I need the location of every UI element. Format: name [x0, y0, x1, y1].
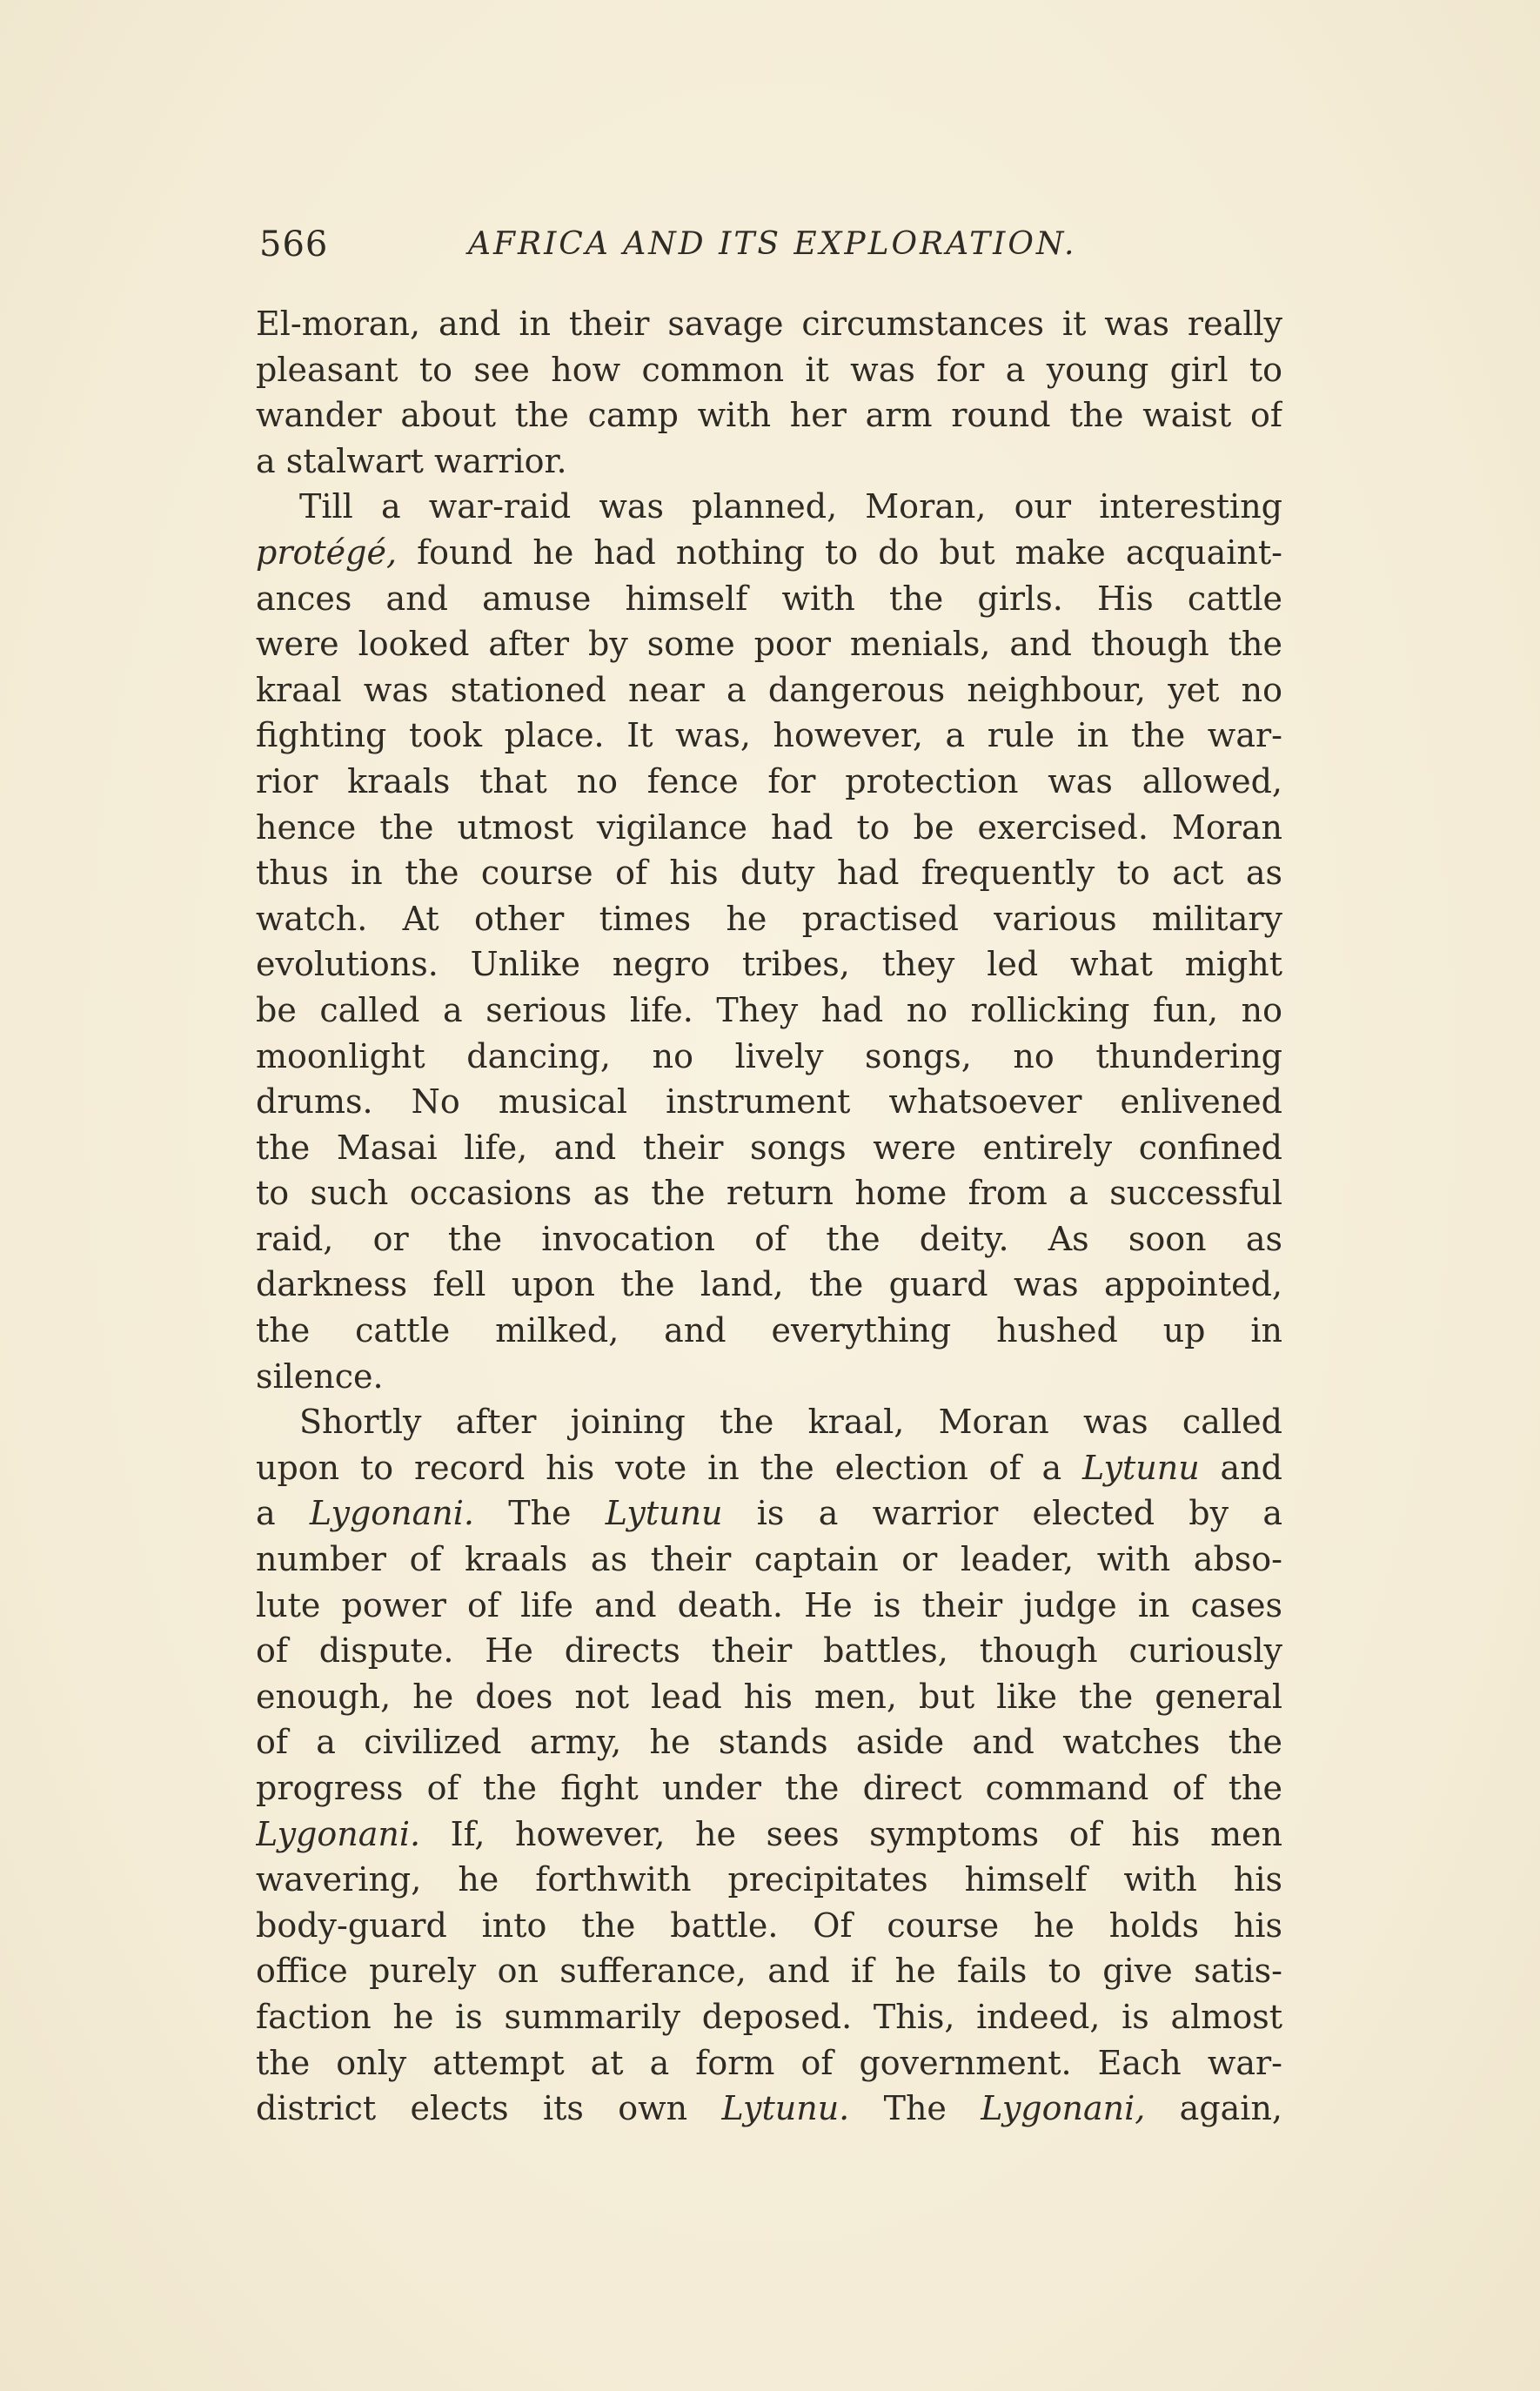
text-line: ances and amuse himself with the girls. His cattle — [256, 579, 1282, 618]
text-line: wander about the camp with her arm round the waist of — [256, 396, 1282, 435]
text-line: darkness fell upon the land, the guard was appointed, — [256, 1265, 1282, 1304]
text-line: rior kraals that no fence for protection was allowed, — [256, 761, 1282, 800]
text-line: of a civilized army, he stands aside and watches the — [256, 1723, 1282, 1762]
text-line: the only attempt at a form of government. Each war- — [256, 2043, 1282, 2082]
text-line: wavering, he forthwith precipitates himself with his — [256, 1860, 1282, 1899]
text-line: body-guard into the battle. Of course he holds his — [256, 1905, 1282, 1945]
text-line: hence the utmost vigilance had to be exercised. Moran — [256, 807, 1282, 847]
text-line: to such occasions as the return home from a successful — [256, 1174, 1282, 1213]
text-line: evolutions. Unlike negro tribes, they led what might — [256, 945, 1282, 984]
text-line: raid, or the invocation of the deity. As soon as — [256, 1219, 1282, 1258]
text-line: Lygonani. If, however, he sees symptoms of his men — [256, 1814, 1282, 1853]
text-line: number of kraals as their captain or leader, with abso- — [256, 1540, 1282, 1579]
text-line: fighting took place. It was, however, a rule in the war- — [256, 716, 1282, 755]
text-line: thus in the course of his duty had frequently to act as — [256, 854, 1282, 893]
page-number: 566 — [259, 224, 329, 265]
text-line: kraal was stationed near a dangerous neighbour, yet no — [256, 670, 1282, 709]
text-line: the Masai life, and their songs were entirely confined — [256, 1128, 1282, 1167]
running-title: AFRICA AND ITS EXPLORATION. — [468, 226, 1077, 262]
text-line: silence. — [256, 1356, 384, 1396]
text-line: moonlight dancing, no lively songs, no thundering — [256, 1036, 1282, 1075]
text-line: of dispute. He directs their battles, though curiously — [256, 1631, 1282, 1671]
text-line: be called a serious life. They had no rollicking fun, no — [256, 990, 1282, 1029]
page-header — [259, 224, 1286, 277]
text-line: upon to record his vote in the election of a Lytunu and — [256, 1448, 1282, 1487]
text-line: were looked after by some poor menials, and though the — [256, 625, 1282, 664]
text-line: lute power of life and death. He is their judge in cases — [256, 1585, 1282, 1624]
text-line: drums. No musical instrument whatsoever enlivened — [256, 1082, 1282, 1122]
text-line: El-moran, and in their savage circumstances it was really — [256, 305, 1282, 343]
text-line: watch. At other times he practised various military — [256, 899, 1282, 938]
text-line: the cattle milked, and everything hushed up in — [256, 1311, 1282, 1350]
text-line: enough, he does not lead his men, but like the general — [256, 1677, 1282, 1716]
text-line: faction he is summarily deposed. This, indeed, is almost — [256, 1997, 1282, 2036]
body-text — [256, 301, 1282, 2132]
text-line: office purely on sufferance, and if he fails to give satis- — [256, 1952, 1282, 1991]
text-line: Till a war-raid was planned, Moran, our interesting — [299, 487, 1282, 526]
text-line: Shortly after joining the kraal, Moran was called — [299, 1403, 1282, 1442]
text-line: pleasant to see how common it was for a young girl to — [256, 350, 1282, 389]
text-line: progress of the fight under the direct command of the — [256, 1769, 1282, 1807]
text-line: a Lygonani. The Lytunu is a warrior elected by a — [256, 1494, 1282, 1533]
text-line: protégé, found he had nothing to do but make acquaint- — [256, 532, 1282, 572]
text-line: district elects its own Lytunu. The Lygonani, again, — [256, 2089, 1282, 2128]
text-line: a stalwart warrior. — [256, 441, 567, 480]
